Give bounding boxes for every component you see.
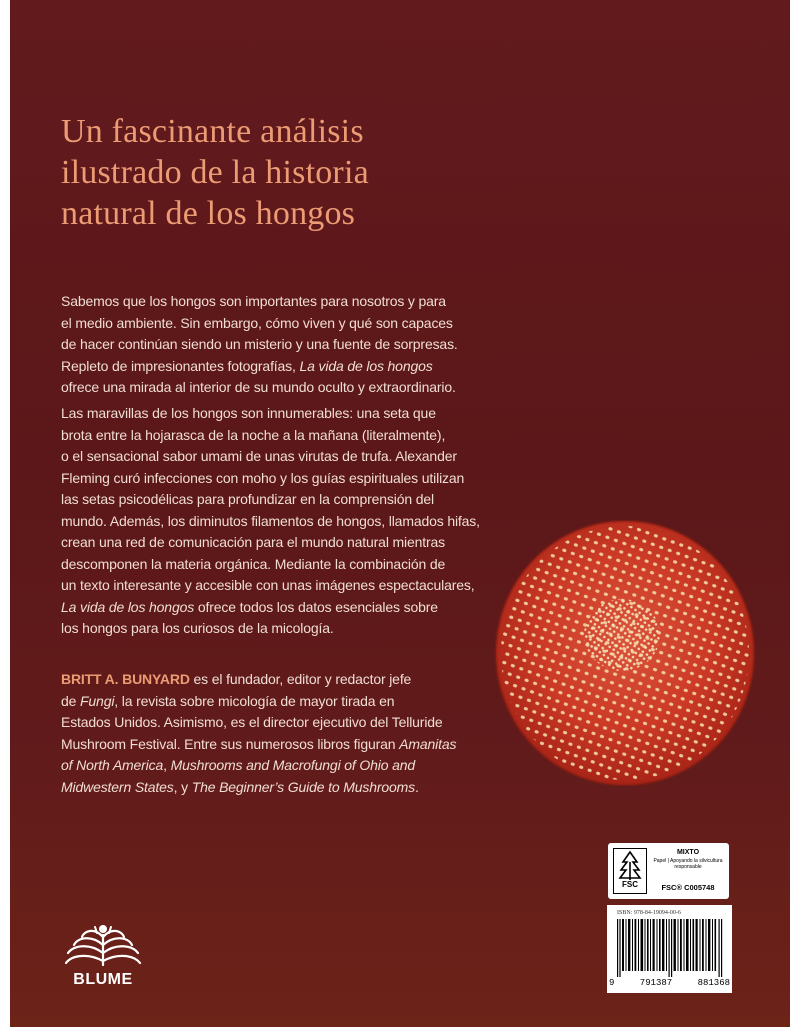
text-line: el medio ambiente. Sin embargo, cómo viven y qué son capaces: [61, 314, 453, 331]
text-line: las setas psicodélicas para profundizar en la comprensión del: [61, 491, 434, 507]
book-title: Amanitas: [399, 735, 457, 752]
text-span: Estados Unidos. Asimismo, es el director ejecutivo del Telluride: [61, 714, 443, 730]
isbn-text: ISBN: 978-84-19094-00-6: [617, 910, 681, 916]
author-name: BRITT A. BUNYARD: [61, 671, 190, 687]
intro-paragraph: [61, 291, 511, 399]
text-line: Las maravillas de los hongos son innumerables: una seta que: [61, 405, 436, 421]
headline: [61, 111, 521, 234]
barcode-bars: [617, 919, 723, 977]
barcode-digit-group: 881368: [697, 978, 730, 988]
fsc-label: [608, 843, 729, 899]
fsc-code: FSC® C005748: [661, 883, 715, 892]
book-title: La vida de los hongos: [299, 357, 433, 374]
text-line: un texto interesante y accesible con unas imágenes espectaculares,: [61, 577, 475, 593]
wonders-paragraph: [61, 403, 511, 640]
text-span: de: [61, 692, 81, 709]
book-title: of North America: [61, 757, 164, 773]
text-line: crean una red de comunicación para el mundo natural mientras: [61, 534, 446, 550]
fsc-brand: FSC: [622, 880, 638, 889]
text-line: [61, 356, 511, 378]
isbn-barcode: [607, 905, 732, 993]
book-title: Midwestern States: [61, 778, 174, 795]
book-title: Mushrooms and Macrofungi of Ohio and: [170, 757, 416, 773]
author-bio: [61, 669, 511, 798]
book-title: The Beginner’s Guide to Mushrooms: [191, 778, 416, 795]
barcode-digits: [609, 978, 730, 988]
text-span: .: [415, 778, 419, 795]
text-span: Repleto de impresionantes fotografías,: [61, 357, 300, 374]
text-span: , y: [173, 778, 192, 795]
headline-line-1: Un fascinante análisis: [61, 113, 364, 150]
text-span: es el fundador, editor y redactor jefe: [189, 671, 412, 687]
mushroom-cap-image: [494, 520, 756, 786]
magazine-title: Fungi: [80, 692, 115, 709]
publisher-name: BLUME: [73, 971, 133, 988]
text-span: ,: [163, 757, 171, 773]
text-line: ofrece una mirada al interior de su mundo oculto y extraordinario.: [61, 379, 456, 395]
text-line: los hongos para los curiosos de la micología.: [61, 620, 334, 636]
barcode-digit-group: 9: [609, 978, 615, 988]
book-title: La vida de los hongos: [61, 598, 195, 615]
text-span: Mushroom Festival. Entre sus numerosos libros figuran: [61, 735, 400, 752]
text-line: Sabemos que los hongos son importantes para nosotros y para: [61, 293, 446, 309]
text-span: ofrece todos los datos esenciales sobre: [194, 598, 438, 615]
barcode-digit-group: 791387: [639, 978, 673, 988]
back-cover: [10, 0, 790, 1027]
text-line: descomponen la materia orgánica. Mediante la combinación de: [61, 555, 446, 572]
headline-line-2: ilustrado de la historia: [61, 154, 369, 191]
text-span: , la revista sobre micología de mayor tirada en: [114, 692, 395, 709]
fsc-description: Papel | Apoyando la silvicultura responsable: [653, 858, 723, 870]
text-line: de hacer continúan siendo un misterio y una fuente de sorpresas.: [61, 336, 458, 352]
text-line: o el sensacional sabor umami de unas virutas de trufa. Alexander: [61, 448, 457, 464]
text-line: Fleming curó infecciones con moho y los guías espirituales utilizan: [61, 469, 465, 486]
text-line: brota entre la hojarasca de la noche a la mañana (literalmente),: [61, 426, 446, 443]
fsc-mixto: MIXTO: [676, 849, 700, 856]
text-line: [61, 597, 511, 619]
headline-line-3: natural de los hongos: [61, 195, 356, 232]
text-line: mundo. Además, los diminutos filamentos de hongos, llamados hifas,: [61, 512, 480, 529]
